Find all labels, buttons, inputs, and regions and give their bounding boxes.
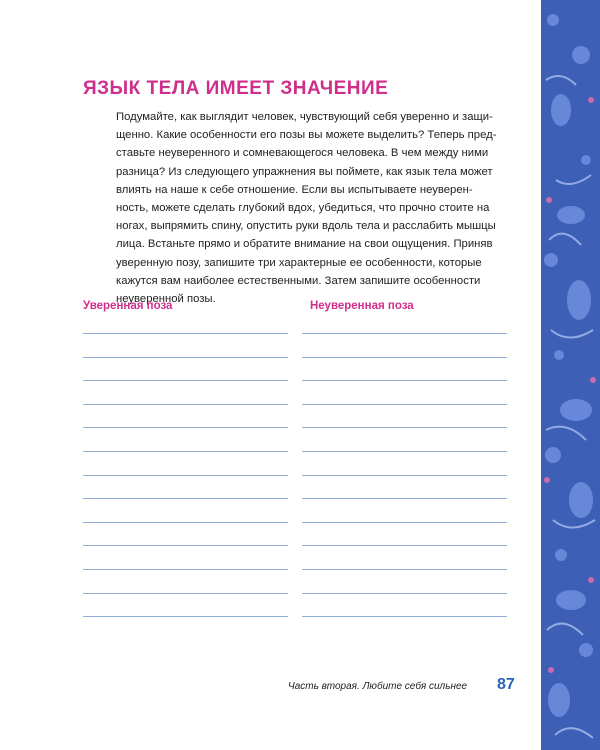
- writing-line[interactable]: [83, 333, 288, 334]
- page-title: ЯЗЫК ТЕЛА ИМЕЕТ ЗНАЧЕНИЕ: [83, 78, 389, 99]
- confident-pose-label: Уверенная поза: [83, 300, 173, 312]
- page-number: 87: [497, 676, 515, 693]
- writing-line[interactable]: [302, 380, 507, 381]
- writing-line[interactable]: [83, 522, 288, 523]
- unconfident-pose-label: Неуверенная поза: [310, 300, 414, 312]
- writing-line[interactable]: [302, 593, 507, 594]
- writing-line[interactable]: [302, 616, 507, 617]
- paragraph-line: уверенную позу, запишите три характерные ее особенности, которые: [116, 256, 482, 269]
- unconfident-pose-writing-lines[interactable]: [302, 333, 507, 640]
- writing-line[interactable]: [83, 569, 288, 570]
- paragraph-line: Подумайте, как выглядит человек, чувствующий себя уверенно и защи-: [116, 111, 493, 123]
- paragraph-line: ставьте неуверенного и сомневающегося человека. В чем между ними: [116, 147, 489, 160]
- writing-line[interactable]: [83, 380, 288, 381]
- writing-line[interactable]: [302, 404, 507, 405]
- writing-line[interactable]: [302, 357, 507, 358]
- writing-line[interactable]: [83, 451, 288, 452]
- leaf-pattern-strip-icon: [541, 0, 600, 750]
- paragraph-line: лица. Встаньте прямо и обратите внимание на свои ощущения. Приняв: [116, 238, 493, 251]
- writing-line[interactable]: [83, 498, 288, 499]
- writing-line[interactable]: [83, 616, 288, 617]
- writing-line[interactable]: [302, 333, 507, 334]
- writing-line[interactable]: [302, 427, 507, 428]
- writing-line[interactable]: [302, 545, 507, 546]
- confident-pose-writing-lines[interactable]: [83, 333, 288, 640]
- paragraph-line: щенно. Какие особенности его позы вы можете выделить? Теперь пред-: [116, 129, 497, 142]
- writing-line[interactable]: [302, 569, 507, 570]
- running-footer: Часть вторая. Любите себя сильнее: [288, 681, 468, 692]
- paragraph-line: влиять на наше к себе отношение. Если вы испытываете неуверен-: [116, 183, 473, 196]
- instruction-paragraph: [116, 108, 520, 308]
- paragraph-line: разница? Из следующего упражнения вы поймете, как язык тела может: [116, 165, 493, 178]
- writing-line[interactable]: [83, 593, 288, 594]
- writing-line[interactable]: [302, 522, 507, 523]
- paragraph-line: ногах, выпрямить спину, опустить руки вдоль тела и расслабить мышцы: [116, 220, 496, 233]
- writing-line[interactable]: [83, 404, 288, 405]
- writing-line[interactable]: [83, 545, 288, 546]
- paragraph-line: кажутся вам наиболее естественными. Затем запишите особенности: [116, 274, 481, 287]
- writing-line[interactable]: [302, 451, 507, 452]
- writing-line[interactable]: [302, 498, 507, 499]
- writing-line[interactable]: [83, 475, 288, 476]
- writing-line[interactable]: [83, 427, 288, 428]
- writing-line[interactable]: [302, 475, 507, 476]
- paragraph-line: ность, можете сделать глубокий вдох, убедиться, что прочно стоите на: [116, 202, 490, 215]
- writing-line[interactable]: [83, 357, 288, 358]
- paragraph-line: неуверенной позы.: [116, 293, 216, 306]
